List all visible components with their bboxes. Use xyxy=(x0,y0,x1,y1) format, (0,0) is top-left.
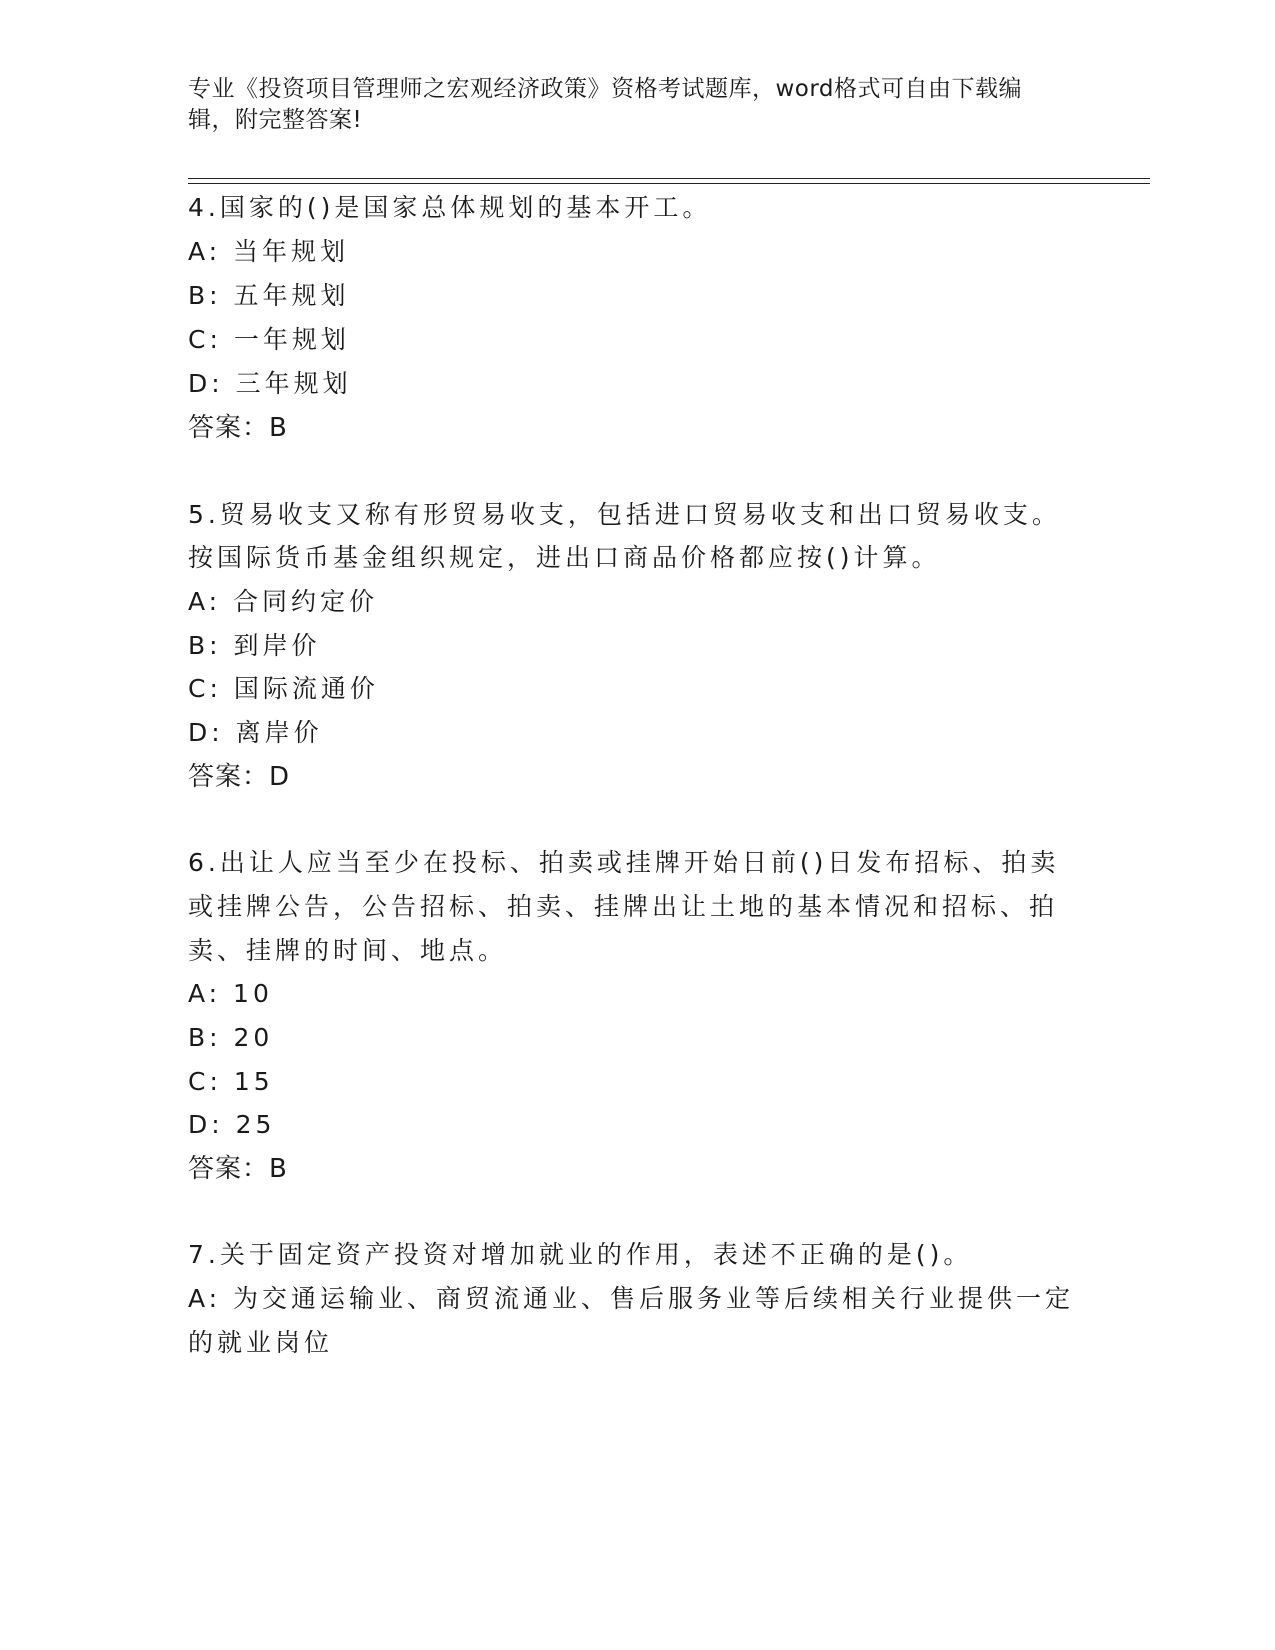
question-5-option-c: C: 国际流通价 xyxy=(188,674,379,703)
question-7-stem-line-1: 7.关于固定资产投资对增加就业的作用，表述不正确的是()。 xyxy=(188,1240,973,1269)
header-divider-top xyxy=(188,178,1150,179)
question-4-option-b: B: 五年规划 xyxy=(188,281,350,310)
question-4-stem-line-1: 4.国家的()是国家总体规划的基本开工。 xyxy=(188,193,712,222)
question-6-stem-line-1: 6.出让人应当至少在投标、拍卖或挂牌开始日前()日发布招标、拍卖 xyxy=(188,848,1060,877)
question-5-stem-line-1: 5.贸易收支又称有形贸易收支，包括进口贸易收支和出口贸易收支。 xyxy=(188,500,1061,529)
header-line-2: 辑，附完整答案! xyxy=(188,107,363,133)
question-5-option-a: A: 合同约定价 xyxy=(188,587,379,616)
question-6-option-d: D: 25 xyxy=(188,1110,276,1139)
question-6-option-a: A: 10 xyxy=(188,979,273,1008)
question-4-option-d: D: 三年规划 xyxy=(188,369,352,398)
header-divider-bottom xyxy=(188,183,1150,184)
question-4-option-a: A: 当年规划 xyxy=(188,237,350,266)
header-line-1: 专业《投资项目管理师之宏观经济政策》资格考试题库，word格式可自由下载编 xyxy=(188,76,1023,102)
question-6-stem-line-3: 卖、挂牌的时间、地点。 xyxy=(188,936,508,965)
question-4-answer: 答案：B xyxy=(188,413,288,443)
question-7-option-a-line-2: 的就业岗位 xyxy=(188,1328,334,1357)
question-5-option-b: B: 到岸价 xyxy=(188,631,321,660)
question-5-option-d: D: 离岸价 xyxy=(188,718,323,747)
question-5-stem-line-2: 按国际货币基金组织规定，进出口商品价格都应按()计算。 xyxy=(188,543,941,572)
question-6-option-c: C: 15 xyxy=(188,1067,274,1096)
question-5-answer: 答案：D xyxy=(188,762,291,792)
question-6-option-b: B: 20 xyxy=(188,1023,274,1052)
document-header xyxy=(188,74,1068,136)
question-6-answer: 答案：B xyxy=(188,1154,288,1184)
question-7-option-a-line-1: A: 为交通运输业、商贸流通业、售后服务业等后续相关行业提供一定 xyxy=(188,1284,1075,1313)
question-6-stem-line-2: 或挂牌公告，公告招标、拍卖、挂牌出让土地的基本情况和招标、拍 xyxy=(188,892,1059,921)
question-4-option-c: C: 一年规划 xyxy=(188,325,350,354)
